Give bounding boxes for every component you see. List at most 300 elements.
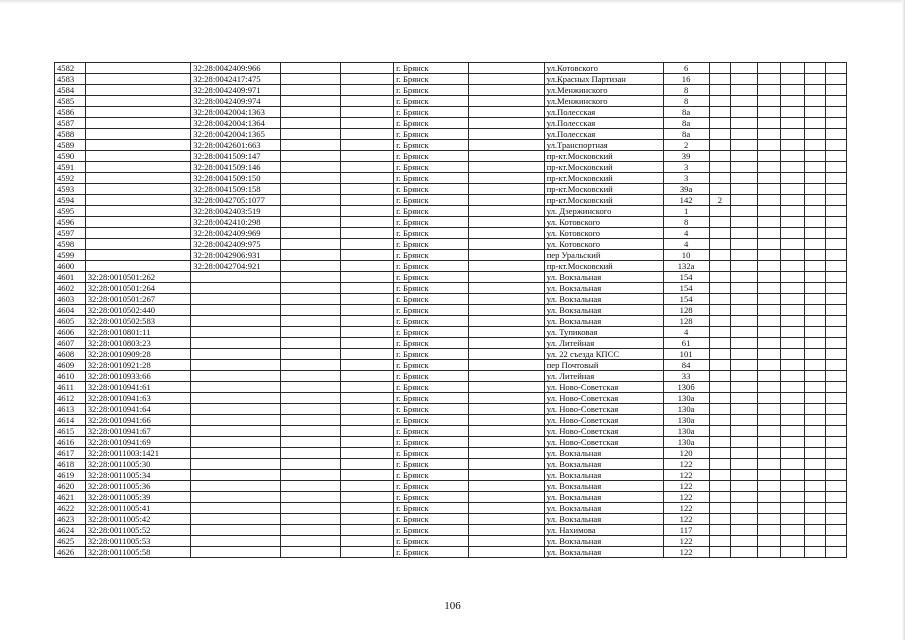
empty-cell xyxy=(281,459,340,470)
cadastral-number-a: 32:28:0010909:28 xyxy=(85,349,191,360)
row-number: 4586 xyxy=(55,107,86,118)
empty-cell xyxy=(804,382,826,393)
empty-cell xyxy=(826,85,847,96)
cadastral-number-a xyxy=(85,239,191,250)
street-cell: ул. Ново-Советская xyxy=(544,382,663,393)
house-number-cell: 130а xyxy=(663,415,709,426)
empty-cell xyxy=(281,503,340,514)
house-number-cell: 154 xyxy=(663,283,709,294)
street-cell: ул. Литейная xyxy=(544,371,663,382)
cadastral-number-b xyxy=(191,415,281,426)
empty-cell xyxy=(781,547,805,558)
empty-cell xyxy=(731,305,758,316)
empty-cell xyxy=(281,437,340,448)
cadastral-number-a: 32:28:0011005:58 xyxy=(85,547,191,558)
empty-cell xyxy=(731,184,758,195)
registry-table xyxy=(54,62,847,558)
empty-cell xyxy=(826,239,847,250)
empty-cell xyxy=(340,360,393,371)
cadastral-number-a: 32:28:0011005:42 xyxy=(85,514,191,525)
empty-cell xyxy=(281,327,340,338)
empty-cell xyxy=(468,184,544,195)
scan-edge-top xyxy=(0,0,905,4)
empty-cell xyxy=(340,294,393,305)
table-row xyxy=(55,525,847,536)
city-cell: г. Брянск xyxy=(394,349,469,360)
empty-cell xyxy=(281,129,340,140)
table-row xyxy=(55,206,847,217)
row-number: 4608 xyxy=(55,349,86,360)
street-cell: ул.Транспортная xyxy=(544,140,663,151)
city-cell: г. Брянск xyxy=(394,261,469,272)
empty-cell xyxy=(281,239,340,250)
empty-cell xyxy=(468,404,544,415)
row-number: 4605 xyxy=(55,316,86,327)
cadastral-number-b xyxy=(191,426,281,437)
cadastral-number-b xyxy=(191,536,281,547)
row-number: 4589 xyxy=(55,140,86,151)
house-number-cell: 154 xyxy=(663,272,709,283)
empty-cell xyxy=(804,173,826,184)
cadastral-number-a xyxy=(85,173,191,184)
empty-cell xyxy=(804,459,826,470)
row-number: 4625 xyxy=(55,536,86,547)
empty-cell xyxy=(826,250,847,261)
apartment-cell xyxy=(709,184,731,195)
empty-cell xyxy=(757,393,781,404)
house-number-cell: 128 xyxy=(663,305,709,316)
cadastral-number-b xyxy=(191,404,281,415)
empty-cell xyxy=(781,217,805,228)
empty-cell xyxy=(826,404,847,415)
street-cell: пр-кт.Московский xyxy=(544,173,663,184)
apartment-cell xyxy=(709,96,731,107)
table-row xyxy=(55,426,847,437)
empty-cell xyxy=(804,162,826,173)
row-number: 4613 xyxy=(55,404,86,415)
empty-cell xyxy=(804,448,826,459)
empty-cell xyxy=(781,283,805,294)
apartment-cell xyxy=(709,305,731,316)
city-cell: г. Брянск xyxy=(394,426,469,437)
empty-cell xyxy=(468,426,544,437)
house-number-cell: 84 xyxy=(663,360,709,371)
cadastral-number-b: 32:28:0042409:971 xyxy=(191,85,281,96)
empty-cell xyxy=(340,184,393,195)
empty-cell xyxy=(781,228,805,239)
empty-cell xyxy=(757,151,781,162)
empty-cell xyxy=(281,140,340,151)
empty-cell xyxy=(757,459,781,470)
table-row xyxy=(55,63,847,74)
empty-cell xyxy=(804,426,826,437)
row-number: 4623 xyxy=(55,514,86,525)
table-row xyxy=(55,162,847,173)
empty-cell xyxy=(468,283,544,294)
city-cell: г. Брянск xyxy=(394,415,469,426)
empty-cell xyxy=(731,272,758,283)
street-cell: ул. Котовского xyxy=(544,217,663,228)
city-cell: г. Брянск xyxy=(394,96,469,107)
registry-rows xyxy=(55,63,847,558)
street-cell: ул.Менжинского xyxy=(544,85,663,96)
empty-cell xyxy=(340,107,393,118)
table-row xyxy=(55,415,847,426)
empty-cell xyxy=(781,305,805,316)
street-cell: ул. Вокзальная xyxy=(544,481,663,492)
apartment-cell xyxy=(709,514,731,525)
row-number: 4590 xyxy=(55,151,86,162)
cadastral-number-b xyxy=(191,272,281,283)
empty-cell xyxy=(468,63,544,74)
empty-cell xyxy=(804,217,826,228)
empty-cell xyxy=(281,184,340,195)
empty-cell xyxy=(340,338,393,349)
row-number: 4595 xyxy=(55,206,86,217)
empty-cell xyxy=(781,63,805,74)
row-number: 4624 xyxy=(55,525,86,536)
house-number-cell: 130б xyxy=(663,382,709,393)
empty-cell xyxy=(281,536,340,547)
empty-cell xyxy=(781,85,805,96)
empty-cell xyxy=(731,283,758,294)
city-cell: г. Брянск xyxy=(394,371,469,382)
empty-cell xyxy=(340,481,393,492)
row-number: 4616 xyxy=(55,437,86,448)
empty-cell xyxy=(804,360,826,371)
empty-cell xyxy=(468,129,544,140)
street-cell: ул. Вокзальная xyxy=(544,459,663,470)
apartment-cell xyxy=(709,294,731,305)
row-number: 4614 xyxy=(55,415,86,426)
empty-cell xyxy=(757,217,781,228)
empty-cell xyxy=(340,305,393,316)
empty-cell xyxy=(804,63,826,74)
empty-cell xyxy=(340,448,393,459)
empty-cell xyxy=(281,195,340,206)
apartment-cell xyxy=(709,283,731,294)
empty-cell xyxy=(281,525,340,536)
empty-cell xyxy=(757,481,781,492)
empty-cell xyxy=(826,228,847,239)
empty-cell xyxy=(781,470,805,481)
empty-cell xyxy=(781,360,805,371)
house-number-cell: 122 xyxy=(663,470,709,481)
table-row xyxy=(55,459,847,470)
empty-cell xyxy=(757,118,781,129)
house-number-cell: 120 xyxy=(663,448,709,459)
street-cell: ул. Вокзальная xyxy=(544,514,663,525)
city-cell: г. Брянск xyxy=(394,360,469,371)
cadastral-number-a: 32:28:0010501:267 xyxy=(85,294,191,305)
empty-cell xyxy=(468,206,544,217)
empty-cell xyxy=(826,283,847,294)
table-row xyxy=(55,514,847,525)
empty-cell xyxy=(340,129,393,140)
house-number-cell: 4 xyxy=(663,228,709,239)
empty-cell xyxy=(281,426,340,437)
empty-cell xyxy=(468,239,544,250)
row-number: 4610 xyxy=(55,371,86,382)
city-cell: г. Брянск xyxy=(394,140,469,151)
apartment-cell xyxy=(709,492,731,503)
empty-cell xyxy=(731,107,758,118)
empty-cell xyxy=(731,316,758,327)
city-cell: г. Брянск xyxy=(394,118,469,129)
apartment-cell xyxy=(709,404,731,415)
empty-cell xyxy=(781,459,805,470)
city-cell: г. Брянск xyxy=(394,492,469,503)
empty-cell xyxy=(340,547,393,558)
empty-cell xyxy=(781,261,805,272)
row-number: 4617 xyxy=(55,448,86,459)
table-row xyxy=(55,371,847,382)
apartment-cell xyxy=(709,327,731,338)
empty-cell xyxy=(731,393,758,404)
city-cell: г. Брянск xyxy=(394,393,469,404)
apartment-cell xyxy=(709,547,731,558)
street-cell: ул. Вокзальная xyxy=(544,470,663,481)
house-number-cell: 4 xyxy=(663,239,709,250)
row-number: 4619 xyxy=(55,470,86,481)
empty-cell xyxy=(340,437,393,448)
empty-cell xyxy=(468,536,544,547)
cadastral-number-a xyxy=(85,118,191,129)
empty-cell xyxy=(468,107,544,118)
empty-cell xyxy=(340,371,393,382)
empty-cell xyxy=(731,195,758,206)
street-cell: ул. Вокзальная xyxy=(544,283,663,294)
empty-cell xyxy=(826,305,847,316)
cadastral-number-b: 32:28:0042410:298 xyxy=(191,217,281,228)
city-cell: г. Брянск xyxy=(394,239,469,250)
empty-cell xyxy=(804,107,826,118)
empty-cell xyxy=(826,140,847,151)
empty-cell xyxy=(340,503,393,514)
row-number: 4588 xyxy=(55,129,86,140)
apartment-cell xyxy=(709,151,731,162)
row-number: 4582 xyxy=(55,63,86,74)
cadastral-number-b xyxy=(191,305,281,316)
empty-cell xyxy=(468,294,544,305)
apartment-cell xyxy=(709,228,731,239)
table-row xyxy=(55,140,847,151)
empty-cell xyxy=(731,536,758,547)
empty-cell xyxy=(804,349,826,360)
apartment-cell xyxy=(709,239,731,250)
empty-cell xyxy=(468,448,544,459)
empty-cell xyxy=(757,239,781,250)
empty-cell xyxy=(804,85,826,96)
empty-cell xyxy=(340,206,393,217)
empty-cell xyxy=(826,184,847,195)
empty-cell xyxy=(731,459,758,470)
empty-cell xyxy=(468,503,544,514)
cadastral-number-a xyxy=(85,195,191,206)
empty-cell xyxy=(804,261,826,272)
cadastral-number-a: 32:28:0010941:69 xyxy=(85,437,191,448)
empty-cell xyxy=(731,140,758,151)
empty-cell xyxy=(281,393,340,404)
city-cell: г. Брянск xyxy=(394,305,469,316)
house-number-cell: 1 xyxy=(663,206,709,217)
empty-cell xyxy=(804,283,826,294)
empty-cell xyxy=(340,261,393,272)
empty-cell xyxy=(781,239,805,250)
table-row xyxy=(55,96,847,107)
street-cell: ул. Вокзальная xyxy=(544,492,663,503)
empty-cell xyxy=(757,338,781,349)
empty-cell xyxy=(804,481,826,492)
house-number-cell: 130а xyxy=(663,393,709,404)
empty-cell xyxy=(757,437,781,448)
empty-cell xyxy=(340,228,393,239)
empty-cell xyxy=(781,404,805,415)
empty-cell xyxy=(826,470,847,481)
cadastral-number-b xyxy=(191,459,281,470)
street-cell: пр-кт.Московский xyxy=(544,261,663,272)
empty-cell xyxy=(781,327,805,338)
empty-cell xyxy=(468,338,544,349)
empty-cell xyxy=(757,206,781,217)
cadastral-number-a xyxy=(85,85,191,96)
street-cell: ул. Котовского xyxy=(544,239,663,250)
house-number-cell: 130а xyxy=(663,426,709,437)
city-cell: г. Брянск xyxy=(394,547,469,558)
city-cell: г. Брянск xyxy=(394,184,469,195)
empty-cell xyxy=(731,294,758,305)
empty-cell xyxy=(781,118,805,129)
empty-cell xyxy=(781,525,805,536)
cadastral-number-b: 32:28:0042409:969 xyxy=(191,228,281,239)
empty-cell xyxy=(781,107,805,118)
empty-cell xyxy=(757,525,781,536)
empty-cell xyxy=(340,151,393,162)
table-row xyxy=(55,492,847,503)
empty-cell xyxy=(826,514,847,525)
empty-cell xyxy=(757,404,781,415)
table-row xyxy=(55,195,847,206)
house-number-cell: 117 xyxy=(663,525,709,536)
empty-cell xyxy=(340,96,393,107)
apartment-cell xyxy=(709,316,731,327)
empty-cell xyxy=(468,547,544,558)
street-cell: ул. Ново-Советская xyxy=(544,426,663,437)
empty-cell xyxy=(468,393,544,404)
empty-cell xyxy=(757,63,781,74)
table-row xyxy=(55,536,847,547)
empty-cell xyxy=(757,283,781,294)
empty-cell xyxy=(757,261,781,272)
empty-cell xyxy=(468,481,544,492)
street-cell: ул. Вокзальная xyxy=(544,547,663,558)
empty-cell xyxy=(804,239,826,250)
empty-cell xyxy=(281,415,340,426)
empty-cell xyxy=(804,514,826,525)
table-row xyxy=(55,404,847,415)
house-number-cell: 8 xyxy=(663,85,709,96)
house-number-cell: 8а xyxy=(663,107,709,118)
row-number: 4601 xyxy=(55,272,86,283)
empty-cell xyxy=(781,162,805,173)
cadastral-number-a: 32:28:0010941:67 xyxy=(85,426,191,437)
cadastral-number-b xyxy=(191,327,281,338)
apartment-cell xyxy=(709,74,731,85)
cadastral-number-a: 32:28:0010941:66 xyxy=(85,415,191,426)
table-row xyxy=(55,272,847,283)
street-cell: ул. Вокзальная xyxy=(544,536,663,547)
empty-cell xyxy=(826,63,847,74)
empty-cell xyxy=(781,437,805,448)
apartment-cell xyxy=(709,107,731,118)
empty-cell xyxy=(731,63,758,74)
city-cell: г. Брянск xyxy=(394,514,469,525)
house-number-cell: 122 xyxy=(663,459,709,470)
table-row xyxy=(55,239,847,250)
house-number-cell: 8а xyxy=(663,118,709,129)
cadastral-number-a: 32:28:0010501:264 xyxy=(85,283,191,294)
empty-cell xyxy=(468,525,544,536)
empty-cell xyxy=(804,294,826,305)
street-cell: ул. Дзержинского xyxy=(544,206,663,217)
empty-cell xyxy=(826,261,847,272)
empty-cell xyxy=(804,151,826,162)
empty-cell xyxy=(781,250,805,261)
empty-cell xyxy=(340,74,393,85)
empty-cell xyxy=(781,96,805,107)
empty-cell xyxy=(781,316,805,327)
cadastral-number-a: 32:28:0011003:1421 xyxy=(85,448,191,459)
apartment-cell xyxy=(709,173,731,184)
empty-cell xyxy=(757,173,781,184)
empty-cell xyxy=(804,195,826,206)
street-cell: пер Уральский xyxy=(544,250,663,261)
cadastral-number-a xyxy=(85,74,191,85)
apartment-cell xyxy=(709,437,731,448)
empty-cell xyxy=(826,294,847,305)
empty-cell xyxy=(826,371,847,382)
row-number: 4621 xyxy=(55,492,86,503)
empty-cell xyxy=(826,162,847,173)
apartment-cell xyxy=(709,63,731,74)
empty-cell xyxy=(731,426,758,437)
empty-cell xyxy=(757,360,781,371)
empty-cell xyxy=(731,514,758,525)
cadastral-number-b xyxy=(191,514,281,525)
row-number: 4603 xyxy=(55,294,86,305)
cadastral-number-a: 32:28:0010502:440 xyxy=(85,305,191,316)
city-cell: г. Брянск xyxy=(394,272,469,283)
table-row xyxy=(55,316,847,327)
empty-cell xyxy=(731,173,758,184)
house-number-cell: 39а xyxy=(663,184,709,195)
cadastral-number-b xyxy=(191,470,281,481)
cadastral-number-b: 32:28:0042906:931 xyxy=(191,250,281,261)
table-row xyxy=(55,85,847,96)
empty-cell xyxy=(781,129,805,140)
row-number: 4622 xyxy=(55,503,86,514)
table-row xyxy=(55,184,847,195)
empty-cell xyxy=(731,151,758,162)
empty-cell xyxy=(826,74,847,85)
empty-cell xyxy=(731,503,758,514)
empty-cell xyxy=(757,503,781,514)
table-row xyxy=(55,338,847,349)
empty-cell xyxy=(281,349,340,360)
table-row xyxy=(55,382,847,393)
empty-cell xyxy=(826,96,847,107)
empty-cell xyxy=(804,338,826,349)
